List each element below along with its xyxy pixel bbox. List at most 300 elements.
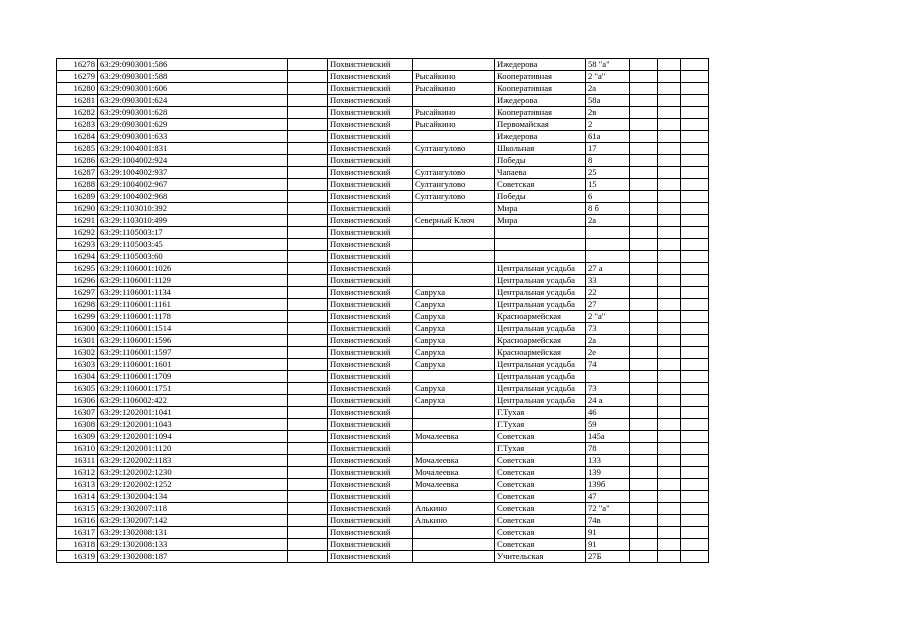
cadastral-number-cell: 63:29:1106001:1026 — [98, 263, 288, 275]
cadastral-number-cell: 63:29:1106001:1178 — [98, 311, 288, 323]
empty-cell — [658, 323, 681, 335]
locality-cell: Савруха — [413, 311, 495, 323]
locality-cell: Савруха — [413, 359, 495, 371]
row-number-cell: 16278 — [57, 59, 98, 71]
empty-cell — [630, 167, 658, 179]
row-number-cell: 16302 — [57, 347, 98, 359]
locality-cell — [413, 95, 495, 107]
empty-cell — [630, 443, 658, 455]
street-cell: Кооперативная — [495, 83, 586, 95]
empty-cell — [288, 131, 328, 143]
empty-cell — [630, 215, 658, 227]
table-row — [57, 515, 709, 527]
table-row — [57, 275, 709, 287]
row-number-cell: 16309 — [57, 431, 98, 443]
district-cell: Похвистневский — [328, 407, 413, 419]
empty-cell — [681, 203, 709, 215]
street-cell: Ижедерова — [495, 59, 586, 71]
empty-cell — [658, 299, 681, 311]
table-row — [57, 503, 709, 515]
cadastral-number-cell: 63:29:1202001:1043 — [98, 419, 288, 431]
house-number-cell: 145а — [586, 431, 630, 443]
district-cell: Похвистневский — [328, 347, 413, 359]
locality-cell: Рысайкино — [413, 83, 495, 95]
empty-cell — [288, 263, 328, 275]
street-cell: Победы — [495, 155, 586, 167]
house-number-cell: 91 — [586, 527, 630, 539]
empty-cell — [288, 71, 328, 83]
empty-cell — [681, 179, 709, 191]
cadastral-number-cell: 63:29:1302007:118 — [98, 503, 288, 515]
empty-cell — [681, 107, 709, 119]
empty-cell — [288, 419, 328, 431]
cadastral-number-cell: 63:29:0903001:628 — [98, 107, 288, 119]
empty-cell — [681, 239, 709, 251]
cadastral-number-cell: 63:29:1202001:1094 — [98, 431, 288, 443]
empty-cell — [681, 263, 709, 275]
empty-cell — [630, 515, 658, 527]
row-number-cell: 16317 — [57, 527, 98, 539]
district-cell: Похвистневский — [328, 167, 413, 179]
table-row — [57, 239, 709, 251]
empty-cell — [630, 143, 658, 155]
locality-cell: Султангулово — [413, 179, 495, 191]
row-number-cell: 16310 — [57, 443, 98, 455]
house-number-cell: 91 — [586, 539, 630, 551]
district-cell: Похвистневский — [328, 515, 413, 527]
district-cell: Похвистневский — [328, 239, 413, 251]
empty-cell — [630, 539, 658, 551]
district-cell: Похвистневский — [328, 119, 413, 131]
empty-cell — [630, 335, 658, 347]
house-number-cell — [586, 371, 630, 383]
empty-cell — [681, 131, 709, 143]
house-number-cell: 17 — [586, 143, 630, 155]
street-cell: Кооперативная — [495, 71, 586, 83]
row-number-cell: 16298 — [57, 299, 98, 311]
district-cell: Похвистневский — [328, 335, 413, 347]
house-number-cell: 46 — [586, 407, 630, 419]
row-number-cell: 16313 — [57, 479, 98, 491]
locality-cell — [413, 539, 495, 551]
locality-cell: Мочалеевка — [413, 455, 495, 467]
empty-cell — [658, 467, 681, 479]
district-cell: Похвистневский — [328, 527, 413, 539]
row-number-cell: 16289 — [57, 191, 98, 203]
table-row — [57, 527, 709, 539]
row-number-cell: 16280 — [57, 83, 98, 95]
house-number-cell: 24 а — [586, 395, 630, 407]
empty-cell — [288, 119, 328, 131]
empty-cell — [681, 479, 709, 491]
table-row — [57, 359, 709, 371]
empty-cell — [630, 359, 658, 371]
empty-cell — [681, 419, 709, 431]
house-number-cell — [586, 227, 630, 239]
empty-cell — [630, 203, 658, 215]
table-row — [57, 143, 709, 155]
empty-cell — [630, 551, 658, 563]
locality-cell: Савруха — [413, 383, 495, 395]
empty-cell — [288, 527, 328, 539]
empty-cell — [681, 59, 709, 71]
cadastral-number-cell: 63:29:1105003:17 — [98, 227, 288, 239]
table-row — [57, 287, 709, 299]
empty-cell — [288, 275, 328, 287]
empty-cell — [630, 407, 658, 419]
district-cell: Похвистневский — [328, 455, 413, 467]
house-number-cell: 139б — [586, 479, 630, 491]
street-cell: Ижедерова — [495, 95, 586, 107]
table-row — [57, 335, 709, 347]
empty-cell — [681, 275, 709, 287]
table-row — [57, 167, 709, 179]
table-row — [57, 407, 709, 419]
row-number-cell: 16305 — [57, 383, 98, 395]
district-cell: Похвистневский — [328, 95, 413, 107]
locality-cell: Султангулово — [413, 191, 495, 203]
row-number-cell: 16311 — [57, 455, 98, 467]
house-number-cell: 15 — [586, 179, 630, 191]
row-number-cell: 16281 — [57, 95, 98, 107]
house-number-cell: 59 — [586, 419, 630, 431]
cadastral-number-cell: 63:29:1105003:60 — [98, 251, 288, 263]
empty-cell — [630, 431, 658, 443]
empty-cell — [630, 275, 658, 287]
empty-cell — [288, 95, 328, 107]
cadastral-number-cell: 63:29:1202001:1120 — [98, 443, 288, 455]
table-row — [57, 131, 709, 143]
row-number-cell: 16286 — [57, 155, 98, 167]
empty-cell — [288, 407, 328, 419]
empty-cell — [681, 227, 709, 239]
house-number-cell: 139 — [586, 467, 630, 479]
empty-cell — [288, 215, 328, 227]
empty-cell — [658, 203, 681, 215]
district-cell: Похвистневский — [328, 323, 413, 335]
empty-cell — [681, 551, 709, 563]
locality-cell — [413, 227, 495, 239]
street-cell: Центральная усадьба — [495, 263, 586, 275]
table-row — [57, 467, 709, 479]
empty-cell — [630, 527, 658, 539]
cadastral-number-cell: 63:29:1202002:1230 — [98, 467, 288, 479]
empty-cell — [288, 107, 328, 119]
cadastral-number-cell: 63:29:1004002:968 — [98, 191, 288, 203]
street-cell — [495, 251, 586, 263]
empty-cell — [658, 455, 681, 467]
row-number-cell: 16282 — [57, 107, 98, 119]
empty-cell — [288, 323, 328, 335]
district-cell: Похвистневский — [328, 539, 413, 551]
street-cell: Центральная усадьба — [495, 359, 586, 371]
empty-cell — [630, 395, 658, 407]
cadastral-number-cell: 63:29:1202002:1183 — [98, 455, 288, 467]
street-cell: Мира — [495, 215, 586, 227]
locality-cell: Рысайкино — [413, 119, 495, 131]
empty-cell — [630, 131, 658, 143]
empty-cell — [630, 95, 658, 107]
house-number-cell: 33 — [586, 275, 630, 287]
empty-cell — [288, 455, 328, 467]
empty-cell — [681, 167, 709, 179]
empty-cell — [630, 239, 658, 251]
locality-cell: Мочалеевка — [413, 467, 495, 479]
row-number-cell: 16301 — [57, 335, 98, 347]
district-cell: Похвистневский — [328, 155, 413, 167]
district-cell: Похвистневский — [328, 203, 413, 215]
empty-cell — [658, 263, 681, 275]
street-cell: Советская — [495, 527, 586, 539]
empty-cell — [681, 119, 709, 131]
empty-cell — [630, 491, 658, 503]
empty-cell — [658, 383, 681, 395]
table-row — [57, 191, 709, 203]
locality-cell: Савруха — [413, 299, 495, 311]
empty-cell — [681, 191, 709, 203]
street-cell: Центральная усадьба — [495, 371, 586, 383]
table-row — [57, 299, 709, 311]
empty-cell — [288, 347, 328, 359]
table-row — [57, 371, 709, 383]
district-cell: Похвистневский — [328, 311, 413, 323]
empty-cell — [681, 83, 709, 95]
empty-cell — [630, 311, 658, 323]
empty-cell — [288, 515, 328, 527]
street-cell — [495, 227, 586, 239]
locality-cell — [413, 407, 495, 419]
empty-cell — [658, 119, 681, 131]
house-number-cell: 2а — [586, 335, 630, 347]
locality-cell: Султангулово — [413, 167, 495, 179]
cadastral-number-cell: 63:29:1106001:1514 — [98, 323, 288, 335]
empty-cell — [658, 95, 681, 107]
cadastral-number-cell: 63:29:1004002:924 — [98, 155, 288, 167]
locality-cell: Алькино — [413, 503, 495, 515]
locality-cell: Савруха — [413, 323, 495, 335]
empty-cell — [288, 311, 328, 323]
row-number-cell: 16300 — [57, 323, 98, 335]
row-number-cell: 16299 — [57, 311, 98, 323]
empty-cell — [288, 167, 328, 179]
locality-cell — [413, 419, 495, 431]
empty-cell — [630, 299, 658, 311]
empty-cell — [630, 383, 658, 395]
row-number-cell: 16315 — [57, 503, 98, 515]
table-row — [57, 203, 709, 215]
empty-cell — [288, 335, 328, 347]
house-number-cell: 27Б — [586, 551, 630, 563]
house-number-cell: 6 — [586, 191, 630, 203]
street-cell: Г.Тухая — [495, 407, 586, 419]
empty-cell — [658, 443, 681, 455]
locality-cell — [413, 371, 495, 383]
empty-cell — [658, 395, 681, 407]
locality-cell: Султангулово — [413, 143, 495, 155]
register-table — [56, 58, 709, 563]
street-cell: Центральная усадьба — [495, 383, 586, 395]
street-cell: Советская — [495, 491, 586, 503]
table-row — [57, 311, 709, 323]
empty-cell — [681, 407, 709, 419]
district-cell: Похвистневский — [328, 299, 413, 311]
table-row — [57, 431, 709, 443]
empty-cell — [288, 155, 328, 167]
register-table-body — [57, 59, 709, 563]
empty-cell — [658, 215, 681, 227]
empty-cell — [288, 467, 328, 479]
row-number-cell: 16304 — [57, 371, 98, 383]
district-cell: Похвистневский — [328, 71, 413, 83]
row-number-cell: 16296 — [57, 275, 98, 287]
table-row — [57, 263, 709, 275]
empty-cell — [288, 287, 328, 299]
street-cell: Советская — [495, 431, 586, 443]
row-number-cell: 16291 — [57, 215, 98, 227]
street-cell: Школьная — [495, 143, 586, 155]
empty-cell — [681, 71, 709, 83]
empty-cell — [288, 431, 328, 443]
empty-cell — [630, 107, 658, 119]
district-cell: Похвистневский — [328, 83, 413, 95]
table-row — [57, 383, 709, 395]
empty-cell — [658, 191, 681, 203]
district-cell: Похвистневский — [328, 191, 413, 203]
street-cell: Советская — [495, 455, 586, 467]
cadastral-number-cell: 63:29:1106001:1597 — [98, 347, 288, 359]
house-number-cell: 74 — [586, 359, 630, 371]
empty-cell — [681, 95, 709, 107]
street-cell: Советская — [495, 179, 586, 191]
empty-cell — [658, 539, 681, 551]
empty-cell — [681, 311, 709, 323]
empty-cell — [658, 419, 681, 431]
empty-cell — [681, 383, 709, 395]
empty-cell — [288, 203, 328, 215]
empty-cell — [658, 155, 681, 167]
row-number-cell: 16316 — [57, 515, 98, 527]
empty-cell — [658, 59, 681, 71]
locality-cell: Рысайкино — [413, 71, 495, 83]
street-cell: Первомайская — [495, 119, 586, 131]
district-cell: Похвистневский — [328, 395, 413, 407]
table-row — [57, 443, 709, 455]
house-number-cell — [586, 239, 630, 251]
row-number-cell: 16294 — [57, 251, 98, 263]
street-cell: Г.Тухая — [495, 443, 586, 455]
locality-cell: Савруха — [413, 347, 495, 359]
empty-cell — [288, 83, 328, 95]
empty-cell — [630, 263, 658, 275]
house-number-cell: 2 "а" — [586, 311, 630, 323]
cadastral-number-cell: 63:29:1302004:134 — [98, 491, 288, 503]
district-cell: Похвистневский — [328, 359, 413, 371]
table-row — [57, 347, 709, 359]
empty-cell — [658, 479, 681, 491]
street-cell: Чапаева — [495, 167, 586, 179]
cadastral-number-cell: 63:29:1106001:1601 — [98, 359, 288, 371]
row-number-cell: 16306 — [57, 395, 98, 407]
empty-cell — [630, 323, 658, 335]
empty-cell — [630, 71, 658, 83]
empty-cell — [658, 143, 681, 155]
empty-cell — [658, 515, 681, 527]
empty-cell — [288, 251, 328, 263]
cadastral-number-cell: 63:29:1302008:133 — [98, 539, 288, 551]
cadastral-number-cell: 63:29:1106001:1134 — [98, 287, 288, 299]
table-row — [57, 455, 709, 467]
table-row — [57, 251, 709, 263]
empty-cell — [288, 443, 328, 455]
locality-cell: Савруха — [413, 395, 495, 407]
house-number-cell: 58 "а" — [586, 59, 630, 71]
district-cell: Похвистневский — [328, 383, 413, 395]
house-number-cell: 2а — [586, 215, 630, 227]
house-number-cell: 133 — [586, 455, 630, 467]
district-cell: Похвистневский — [328, 131, 413, 143]
empty-cell — [288, 359, 328, 371]
empty-cell — [288, 491, 328, 503]
house-number-cell: 74в — [586, 515, 630, 527]
house-number-cell: 73 — [586, 323, 630, 335]
empty-cell — [658, 287, 681, 299]
empty-cell — [658, 503, 681, 515]
district-cell: Похвистневский — [328, 275, 413, 287]
street-cell: Советская — [495, 515, 586, 527]
table-row — [57, 551, 709, 563]
empty-cell — [658, 167, 681, 179]
row-number-cell: 16284 — [57, 131, 98, 143]
table-row — [57, 215, 709, 227]
table-row — [57, 71, 709, 83]
empty-cell — [658, 491, 681, 503]
table-row — [57, 479, 709, 491]
empty-cell — [681, 155, 709, 167]
empty-cell — [681, 335, 709, 347]
row-number-cell: 16285 — [57, 143, 98, 155]
locality-cell — [413, 203, 495, 215]
cadastral-number-cell: 63:29:1106001:1596 — [98, 335, 288, 347]
table-row — [57, 95, 709, 107]
cadastral-number-cell: 63:29:1004002:937 — [98, 167, 288, 179]
district-cell: Похвистневский — [328, 227, 413, 239]
district-cell: Похвистневский — [328, 479, 413, 491]
empty-cell — [630, 251, 658, 263]
row-number-cell: 16279 — [57, 71, 98, 83]
row-number-cell: 16287 — [57, 167, 98, 179]
row-number-cell: 16290 — [57, 203, 98, 215]
district-cell: Похвистневский — [328, 419, 413, 431]
street-cell: Ижедерова — [495, 131, 586, 143]
table-row — [57, 323, 709, 335]
locality-cell — [413, 275, 495, 287]
empty-cell — [630, 455, 658, 467]
street-cell: Г.Тухая — [495, 419, 586, 431]
empty-cell — [658, 227, 681, 239]
empty-cell — [681, 347, 709, 359]
house-number-cell: 22 — [586, 287, 630, 299]
cadastral-number-cell: 63:29:1202002:1252 — [98, 479, 288, 491]
house-number-cell: 78 — [586, 443, 630, 455]
table-row — [57, 107, 709, 119]
empty-cell — [630, 59, 658, 71]
row-number-cell: 16307 — [57, 407, 98, 419]
empty-cell — [658, 251, 681, 263]
empty-cell — [288, 59, 328, 71]
cadastral-number-cell: 63:29:0903001:629 — [98, 119, 288, 131]
table-row — [57, 155, 709, 167]
empty-cell — [288, 143, 328, 155]
